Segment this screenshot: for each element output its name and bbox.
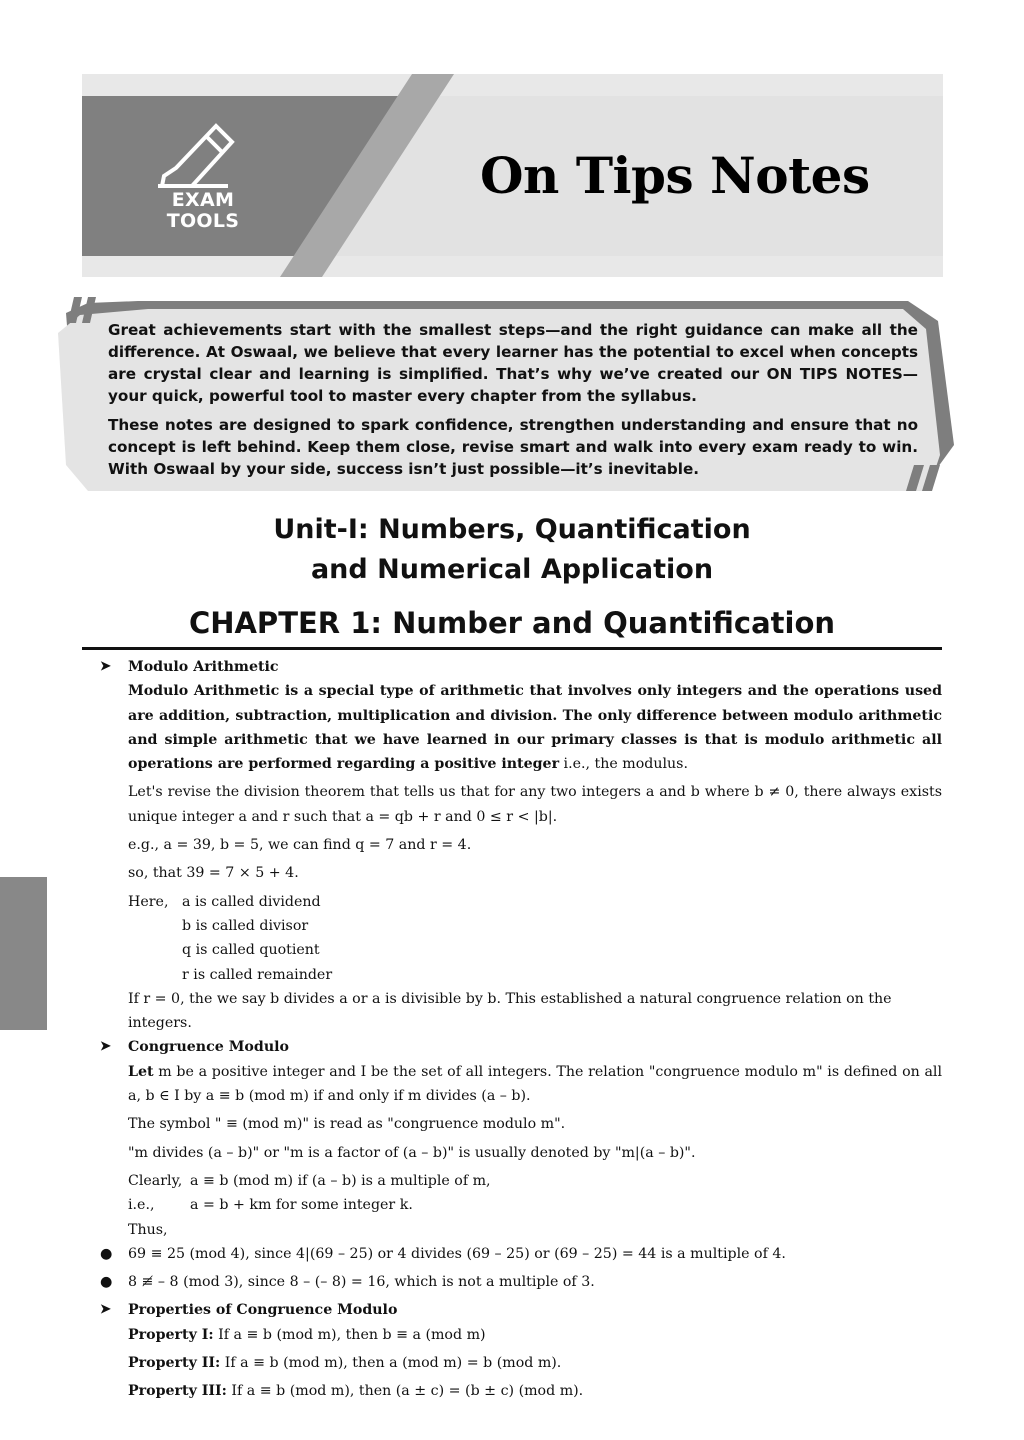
divides-line: "m divides (a – b)" or "m is a factor of (a – b)" is usually denoted by "m|(a – b)". bbox=[128, 1144, 696, 1161]
example-bullet: ● 8 ≢ – 8 (mod 3), since 8 – (– 8) = 16, which is not a multiple of 3. bbox=[100, 1270, 942, 1294]
chapter-content bbox=[100, 655, 942, 1404]
logo-label-line2: TOOLS bbox=[166, 210, 240, 232]
section-heading-modulo-arithmetic: ➤ Modulo Arithmetic bbox=[100, 655, 942, 679]
term-item: q is called quotient bbox=[182, 942, 320, 959]
unit-heading-line2: and Numerical Application bbox=[310, 554, 714, 585]
arrow-bullet-icon: ➤ bbox=[100, 659, 111, 674]
header-banner bbox=[82, 74, 943, 277]
ie-line: i.e., a = b + km for some integer k. bbox=[128, 1197, 413, 1214]
bullet-dot-icon: ● bbox=[100, 1274, 113, 1291]
callout-text bbox=[108, 319, 918, 487]
callout-paragraph: These notes are designed to spark confidence, strengthen understanding and ensure that no concept is left behind. Keep them close, revise smart and walk into every exam ready to win. With Oswaal by your side, success isn’t just possible—it’s inevitable. bbox=[108, 416, 918, 478]
example-bullet: ● 69 ≡ 25 (mod 4), since 4|(69 – 25) or 4 divides (69 – 25) or (69 – 25) = 44 is a multiple of 4. bbox=[100, 1242, 942, 1266]
page-title: On Tips Notes bbox=[480, 146, 870, 205]
so-that-line: so, that 39 = 7 × 5 + 4. bbox=[128, 865, 299, 882]
properties-section bbox=[100, 1323, 942, 1404]
congruence-definition: Let m be a positive integer and I be the set of all integers. The relation "congruence modulo m" is defined on all a, b ∈ I by a ≡ b (mod m) if and only if m divides (a – b). bbox=[128, 1063, 942, 1105]
intro-callout bbox=[58, 295, 958, 495]
congruence-section bbox=[100, 1060, 942, 1242]
division-theorem: Let's revise the division theorem that tells us that for any two integers a and b where b ≠ 0, there always exists unique integer a and r such that a = qb + r and 0 ≤ r < |b|. bbox=[128, 784, 942, 825]
chapter-divider bbox=[82, 647, 942, 650]
here-label: Here, bbox=[128, 893, 169, 910]
arrow-bullet-icon: ➤ bbox=[100, 1039, 111, 1055]
term-item: b is called divisor bbox=[182, 917, 309, 934]
property-item: Property II: If a ≡ b (mod m), then a (mod m) = b (mod m). bbox=[128, 1355, 562, 1372]
chapter-heading: CHAPTER 1: Number and Quantification bbox=[188, 606, 836, 640]
clearly-line: Clearly, a ≡ b (mod m) if (a – b) is a multiple of m, bbox=[128, 1172, 491, 1189]
unit-heading bbox=[0, 510, 1024, 590]
term-item: r is called remainder bbox=[182, 966, 333, 983]
arrow-bullet-icon: ➤ bbox=[100, 1302, 111, 1318]
property-item: Property III: If a ≡ b (mod m), then (a ± c) = (b ± c) (mod m). bbox=[128, 1383, 584, 1400]
section-heading-properties: ➤ Properties of Congruence Modulo bbox=[100, 1298, 942, 1322]
unit-heading-line1: Unit-I: Numbers, Quantification bbox=[273, 514, 751, 545]
section-heading-congruence-modulo: ➤ Congruence Modulo bbox=[100, 1035, 942, 1059]
symbol-line: The symbol " ≡ (mod m)" is read as "congruence modulo m". bbox=[128, 1116, 566, 1133]
logo-label-line1: EXAM bbox=[171, 189, 235, 211]
modulo-section bbox=[100, 679, 942, 1035]
callout-paragraph: Great achievements start with the smallest steps—and the right guidance can make all the difference. At Oswaal, we believe that every learner has the potential to excel when concepts are crystal clear and learning is simplified. That’s why we’ve created our ON TIPS NOTES—your quick, powerful tool to master every chapter from the syllabus. bbox=[108, 321, 918, 405]
property-item: Property I: If a ≡ b (mod m), then b ≡ a (mod m) bbox=[128, 1326, 486, 1343]
example-line: e.g., a = 39, b = 5, we can find q = 7 and r = 4. bbox=[128, 837, 472, 854]
thus-line: Thus, bbox=[128, 1221, 168, 1238]
bullet-dot-icon: ● bbox=[100, 1245, 113, 1262]
exam-tools-logo bbox=[158, 190, 248, 232]
terms-list bbox=[128, 890, 942, 914]
pencil-icon bbox=[158, 120, 248, 200]
term-item: a is called dividend bbox=[182, 893, 321, 910]
open-quote-icon bbox=[68, 297, 98, 323]
conclusion-line: If r = 0, the we say b divides a or a is divisible by b. This established a natural congruence relation on the integers. bbox=[128, 990, 892, 1032]
modulo-intro: Modulo Arithmetic is a special type of arithmetic that involves only integers and the operations used are addition, subtraction, multiplication and division. The only difference between modulo arithmetic and simple arithmetic that we have learned in our primary classes is that is modulo arithmetic all operations are performed regarding a positive integer i.e., the modulus. bbox=[128, 683, 942, 773]
side-tab bbox=[0, 877, 47, 1030]
